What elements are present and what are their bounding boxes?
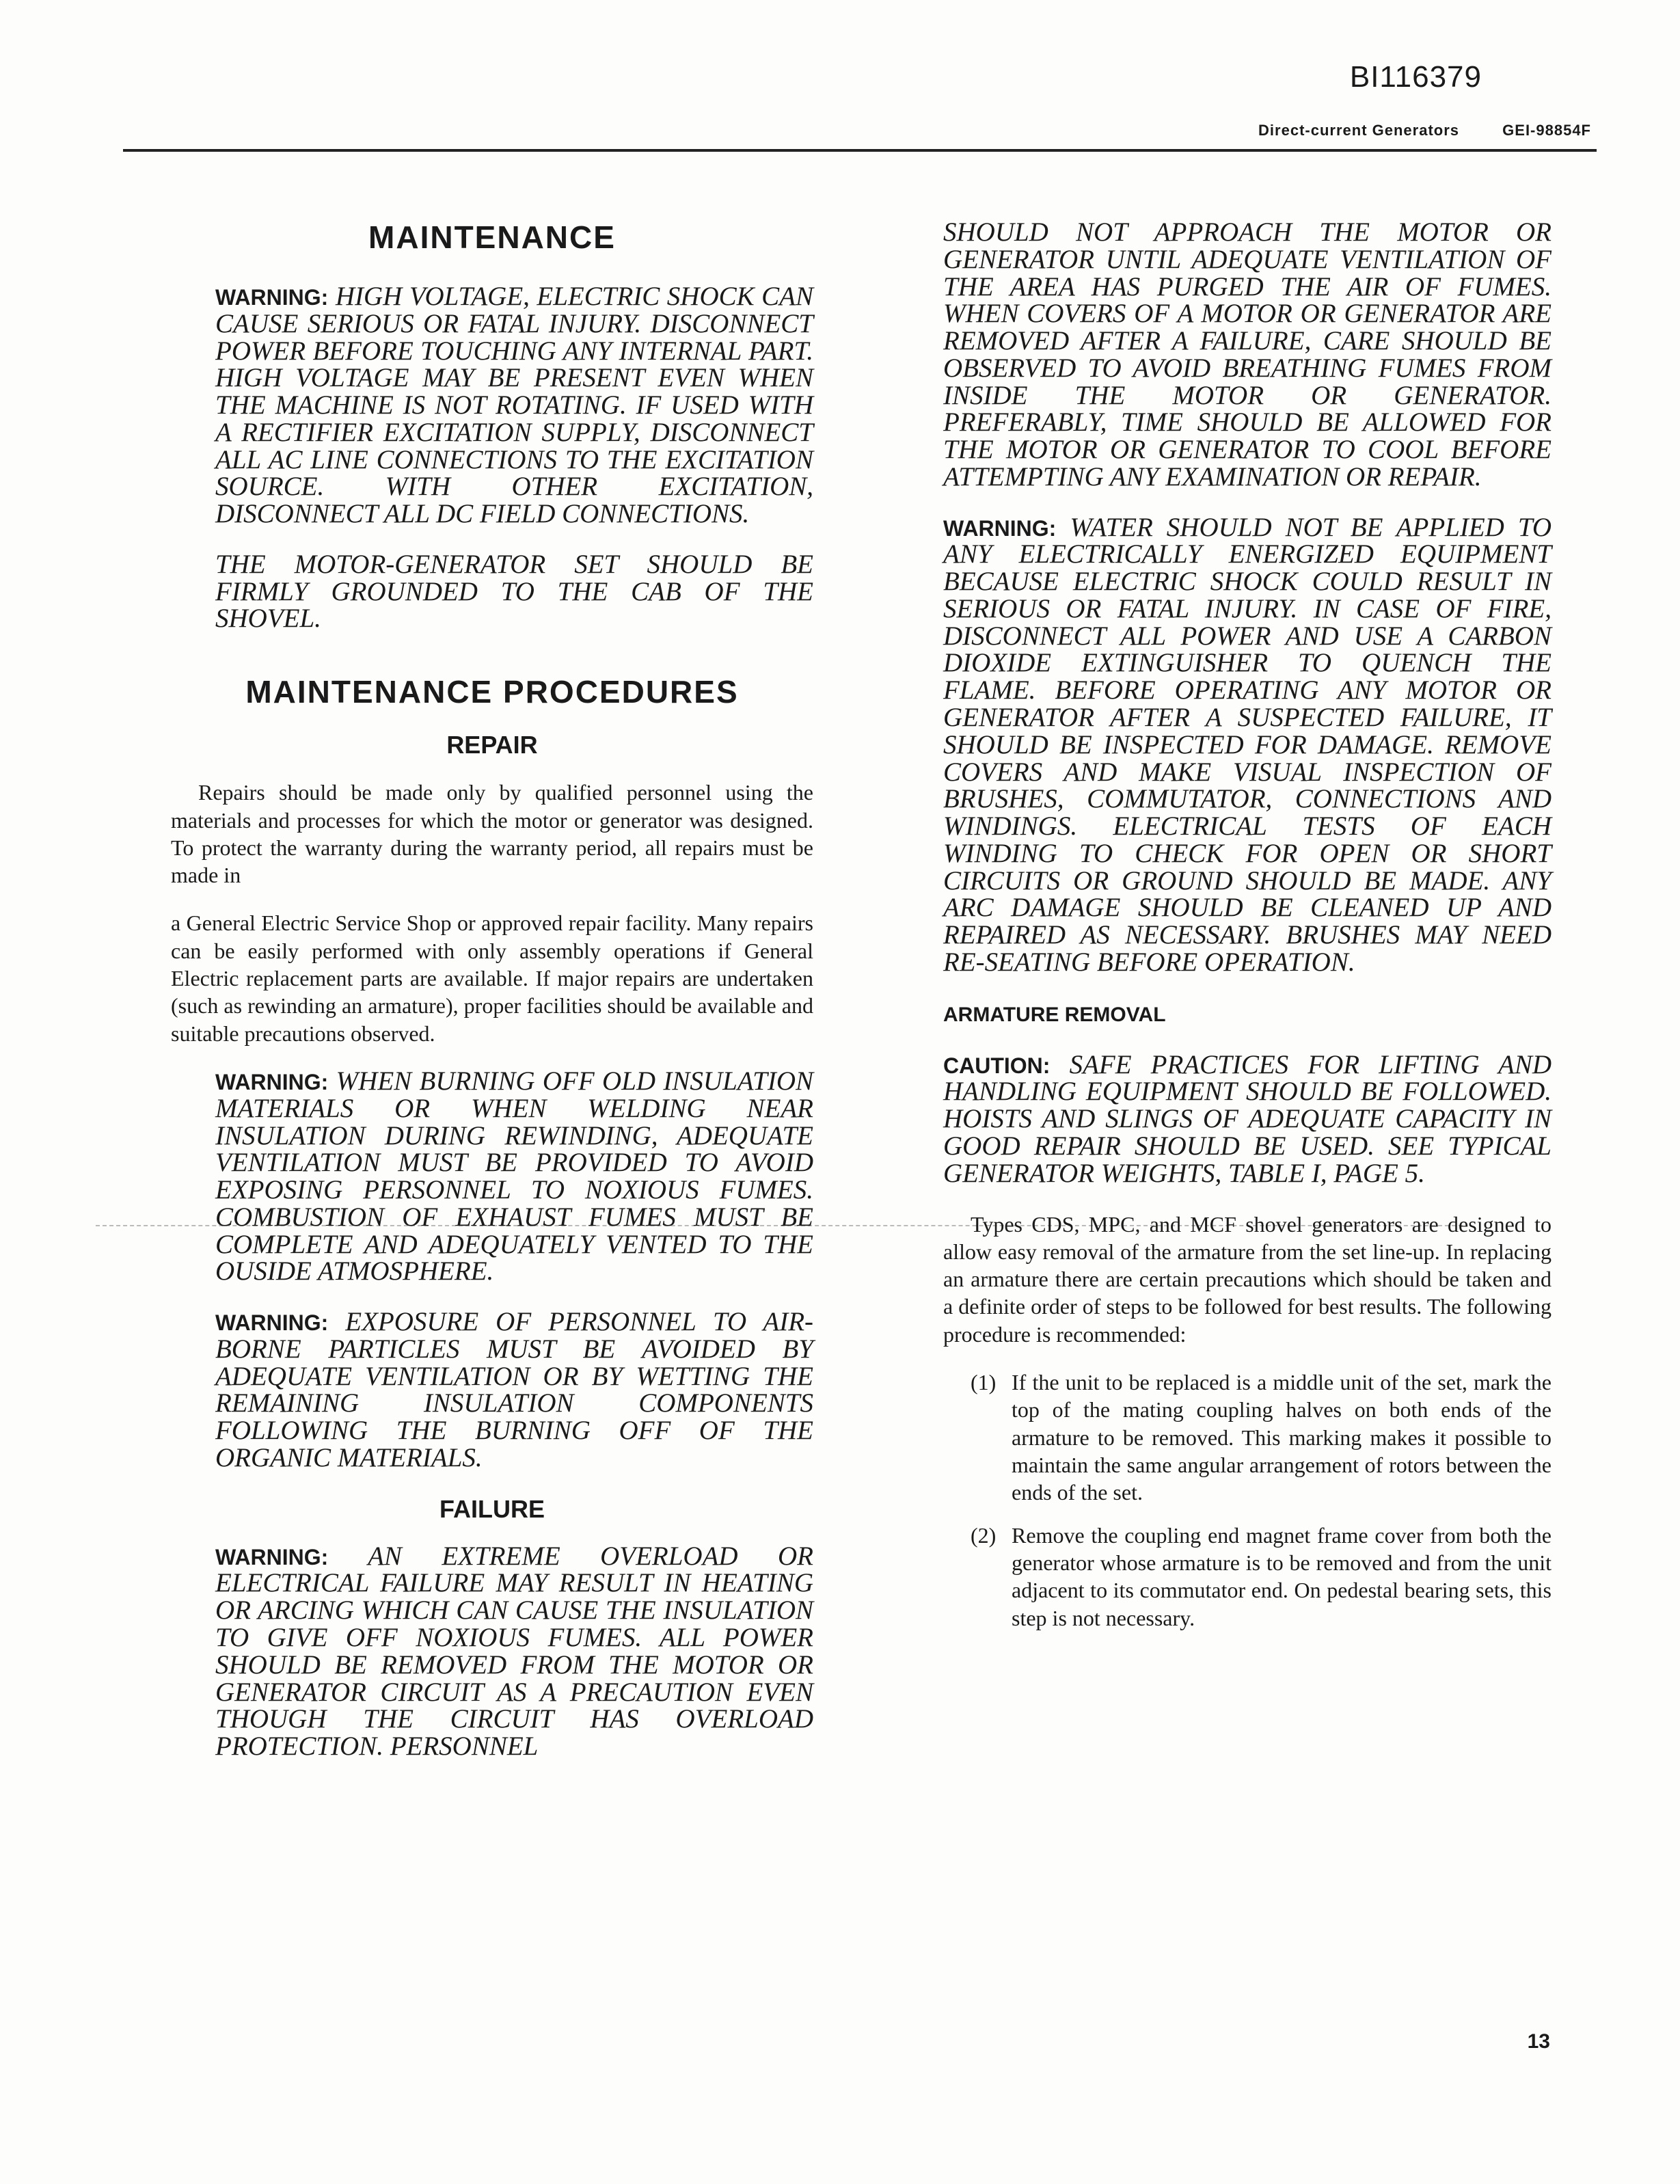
warning-water <box>943 514 1552 976</box>
repair-paragraph-1: Repairs should be made only by qualified personnel using the materials and processes for which the motor or generator was designed. To protect the warranty during the warranty period, all repairs must be made in <box>171 780 813 888</box>
step-text: If the unit to be replaced is a middle unit of the set, mark the top of the mating coupling halves on both ends of the armature to be removed. This marking makes it possible to maintain the same angular arrangement of rotors between the ends of the set. <box>1012 1370 1552 1505</box>
warning-airborne-particles <box>215 1308 813 1472</box>
procedure-step-list <box>943 1369 1552 1632</box>
failure-title: FAILURE <box>439 1494 545 1523</box>
warning-label: WARNING: <box>215 1310 329 1336</box>
warning-text: EXPOSURE OF PERSONNEL TO AIR-BORNE PARTICLES MUST BE AVOIDED BY ADEQUATE VENTILATION OR BY WETTING THE REMAINING INSULATION COMPONENTS FOLLOWING THE BURNING OFF OF THE ORGANIC MATERIALS. <box>215 1307 814 1472</box>
page-number: 13 <box>1527 2030 1550 2053</box>
maintenance-procedures-title: MAINTENANCE PROCEDURES <box>245 674 739 710</box>
warning-text: THE MOTOR-GENERATOR SET SHOULD BE FIRMLY GROUNDED TO THE CAB OF THE SHOVEL. <box>215 549 813 634</box>
warning-high-voltage <box>215 283 813 528</box>
step-text: Remove the coupling end magnet frame cover from both the generator whose armature is to be removed and from the unit adjacent to its commutator end. On pedestal bearing sets, this step is not necessary. <box>1012 1522 1552 1630</box>
running-title: Direct-current Generators <box>1258 122 1460 139</box>
repair-title: REPAIR <box>446 731 538 759</box>
warning-label: WARNING: <box>215 1544 329 1569</box>
left-column <box>171 219 813 1783</box>
doc-code: GEI-98854F <box>1502 122 1591 139</box>
warning-grounding <box>215 551 813 632</box>
warning-text: HIGH VOLTAGE, ELECTRIC SHOCK CAN CAUSE SERIOUS OR FATAL INJURY. DISCONNECT POWER BEFORE TOUCHING ANY INTERNAL PART. HIGH VOLTAGE MAY BE PRESENT EVEN WHEN THE MACHINE IS NOT ROTATING. IF USED WITH A RECTIFIER EXCITATION SUPPLY, DISCONNECT ALL AC LINE CONNECTIONS TO THE EXCITATION SOURCE. WITH OTHER EXCITATION, DISCONNECT ALL DC FIELD CONNECTIONS. <box>215 282 814 529</box>
procedure-step <box>971 1522 1552 1632</box>
caution-lifting <box>943 1051 1552 1187</box>
warning-label: WARNING: <box>943 515 1057 541</box>
procedure-step <box>971 1369 1552 1507</box>
warning-text: AN EXTREME OVERLOAD OR ELECTRICAL FAILURE MAY RESULT IN HEATING OR ARCING WHICH CAN CAUSE THE INSULATION TO GIVE OFF NOXIOUS FUMES. ALL POWER SHOULD BE REMOVED FROM THE MOTOR OR GENERATOR CIRCUIT AS A PRECAUTION EVEN THOUGH THE CIRCUIT HAS OVERLOAD PROTECTION. PERSONNEL <box>215 1541 813 1762</box>
warning-overload-continued <box>943 219 1552 491</box>
maintenance-title: MAINTENANCE <box>368 219 616 255</box>
warning-overload <box>215 1543 813 1760</box>
warning-burning-insulation <box>215 1068 813 1285</box>
armature-removal-title: ARMATURE REMOVAL <box>943 1003 1166 1026</box>
running-head <box>1220 122 1591 139</box>
step-number: (2) <box>971 1522 997 1548</box>
right-column <box>943 219 1552 1647</box>
armature-paragraph: Types CDS, MPC, and MCF shovel generators are designed to allow easy removal of the armature from the set line-up. In replacing an armature there are certain precautions which should be taken and a definite order of steps to be followed for best results. The following procedure is recommended: <box>943 1211 1552 1347</box>
header-rule <box>123 149 1597 152</box>
warning-label: WARNING: <box>215 1070 329 1094</box>
warning-text: SHOULD NOT APPROACH THE MOTOR OR GENERATOR UNTIL ADEQUATE VENTILATION OF THE AREA HAS PURGED THE AIR OF FUMES. WHEN COVERS OF A MOTOR OR GENERATOR ARE REMOVED AFTER A FAILURE, CARE SHOULD BE OBSERVED TO AVOID BREATHING FUMES FROM INSIDE THE MOTOR OR GENERATOR. PREFERABLY, TIME SHOULD BE ALLOWED FOR THE MOTOR OR GENERATOR TO COOL BEFORE ATTEMPTING ANY EXAMINATION OR REPAIR. <box>943 217 1552 491</box>
warning-text: WHEN BURNING OFF OLD INSULATION MATERIALS OR WHEN WELDING NEAR INSULATION DURING REWINDING, ADEQUATE VENTILATION MUST BE PROVIDED TO AVOID EXPOSING PERSONNEL TO NOXIOUS FUMES. COMBUSTION OF EXHAUST FUMES MUST BE COMPLETE AND ADEQUATELY VENTED TO THE OUSIDE ATMOSPHERE. <box>215 1066 813 1286</box>
warning-label: WARNING: <box>215 285 329 310</box>
caution-text: SAFE PRACTICES FOR LIFTING AND HANDLING EQUIPMENT SHOULD BE FOLLOWED. HOISTS AND SLINGS OF ADEQUATE CAPACITY IN GOOD REPAIR SHOULD BE USED. SEE TYPICAL GENERATOR WEIGHTS, TABLE I, PAGE 5. <box>943 1049 1552 1188</box>
caution-label: CAUTION: <box>943 1053 1051 1078</box>
repair-paragraph-2: a General Electric Service Shop or approved repair facility. Many repairs can be easily performed with only assembly operations if General Electric replacement parts are available. If major repairs are undertaken (such as rewinding an armature), proper facilities should be available and suitable precautions observed. <box>171 911 813 1046</box>
warning-text: WATER SHOULD NOT BE APPLIED TO ANY ELECTRICALLY ENERGIZED EQUIPMENT BECAUSE ELECTRIC SHOCK COULD RESULT IN SERIOUS OR FATAL INJURY. IN CASE OF FIRE, DISCONNECT ALL POWER AND USE A CARBON DIOXIDE EXTINGUISHER TO QUENCH THE FLAME. BEFORE OPERATING ANY MOTOR OR GENERATOR AFTER A SUSPECTED FAILURE, IT SHOULD BE INSPECTED FOR DAMAGE. REMOVE COVERS AND MAKE VISUAL INSPECTION OF BRUSHES, COMMUTATOR, CONNECTIONS AND WINDINGS. ELECTRICAL TESTS OF EACH WINDING TO CHECK FOR OPEN OR SHORT CIRCUITS OR GROUND SHOULD BE MADE. ANY ARC DAMAGE SHOULD BE CLEANED UP AND REPAIRED AS NECESSARY. BRUSHES MAY NEED RE-SEATING BEFORE OPERATION. <box>943 512 1552 977</box>
doc-id: BI116379 <box>1349 60 1482 94</box>
step-number: (1) <box>971 1370 997 1395</box>
